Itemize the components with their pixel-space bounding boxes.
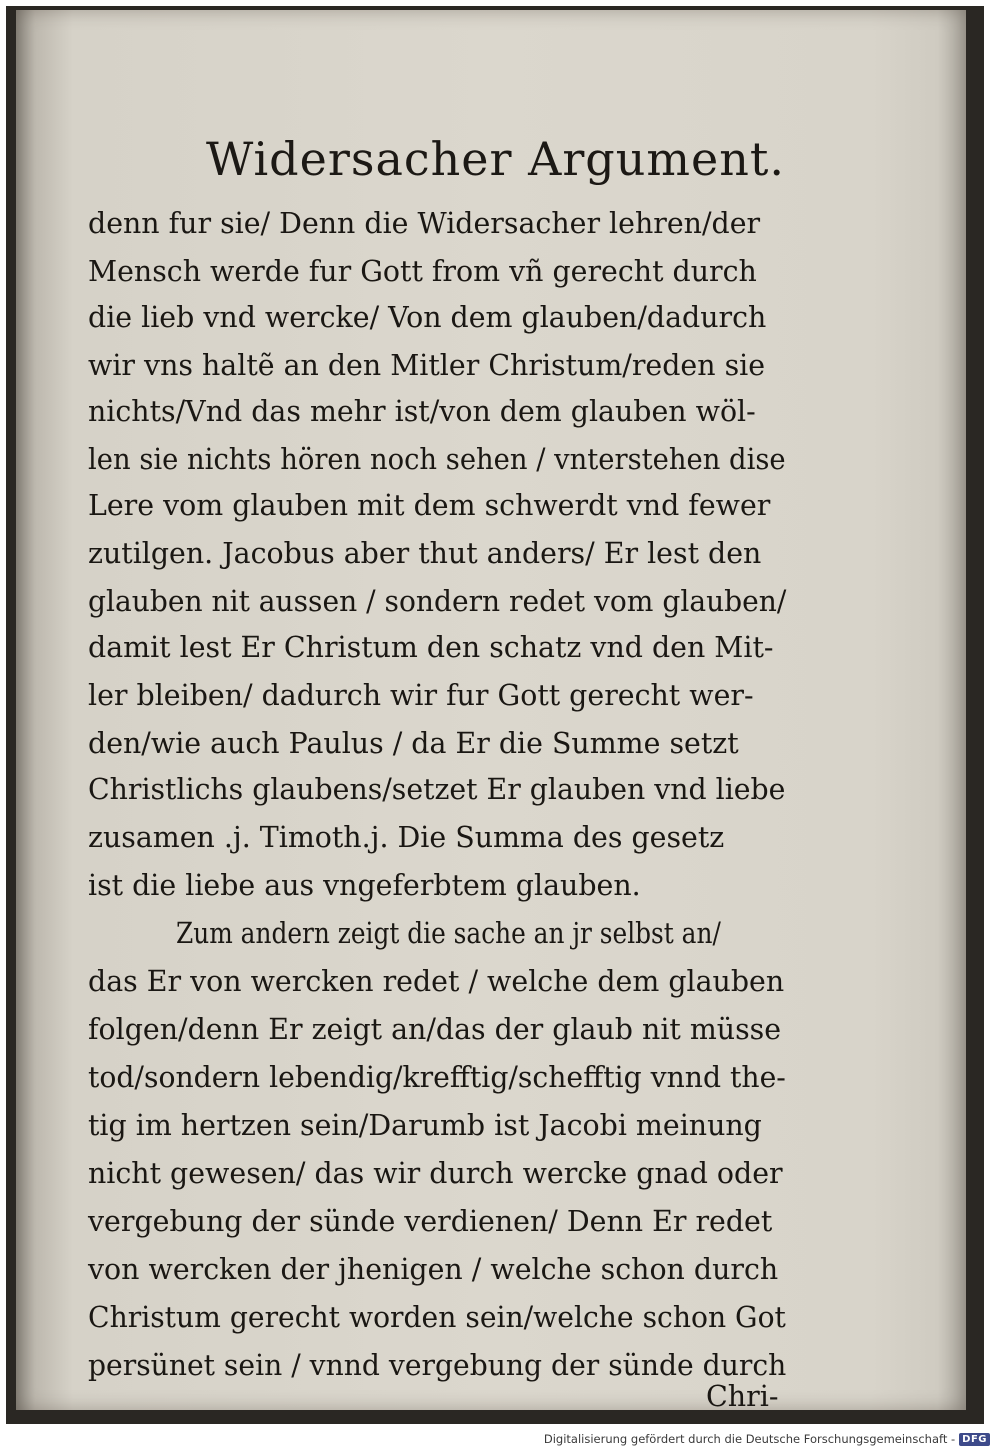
footer-text: Digitalisierung gefördert durch die Deutsche Forschungsgemeinschaft - [543, 1432, 956, 1446]
text-line: persünet sein / vnnd vergebung der sünde durch [88, 1349, 787, 1382]
text-line: Lere vom glauben mit dem schwerdt vnd fewer [88, 489, 771, 522]
dfg-logo-icon: DFG [959, 1433, 990, 1446]
text-line: nichts/Vnd das mehr ist/von dem glauben wöl- [88, 395, 756, 428]
text-line: Mensch werde fur Gott from vñ gerecht durch [88, 255, 757, 288]
text-line: folgen/denn Er zeigt an/das der glaub nit müsse [88, 1013, 782, 1046]
text-line: ler bleiben/ dadurch wir fur Gott gerecht wer- [88, 679, 754, 712]
text-line: wir vns haltẽ an den Mitler Christum/reden sie [88, 349, 766, 382]
text-line: zusamen .j. Timoth.j. Die Summa des gesetz [88, 821, 725, 854]
text-line: zutilgen. Jacobus aber thut anders/ Er lest den [88, 537, 762, 570]
text-line: damit lest Er Christum den schatz vnd den Mit- [88, 631, 774, 664]
text-line: Zum andern zeigt die sache an jr selbst an/ [176, 917, 721, 950]
text-line: nicht gewesen/ das wir durch wercke gnad oder [88, 1157, 783, 1190]
text-line: ist die liebe aus vngeferbtem glauben. [88, 869, 641, 902]
catchword: Chri- [706, 1380, 779, 1413]
text-line: denn fur sie/ Denn die Widersacher lehren/der [88, 207, 761, 240]
text-line: Christum gerecht worden sein/welche schon Got [88, 1301, 786, 1334]
page-scan [16, 10, 966, 1410]
text-line: die lieb vnd wercke/ Von dem glauben/dadurch [88, 301, 767, 334]
footer-credit [544, 1429, 990, 1449]
page-header: Widersacher Argument. [206, 132, 785, 186]
text-line: len sie nichts hören noch sehen / vnterstehen dise [88, 443, 786, 476]
text-line: vergebung der sünde verdienen/ Denn Er redet [88, 1205, 773, 1238]
text-line: tod/sondern lebendig/krefftig/schefftig vnnd the- [88, 1061, 786, 1094]
text-line: das Er von wercken redet / welche dem glauben [88, 965, 785, 998]
text-line: Christlichs glaubens/setzet Er glauben vnd liebe [88, 773, 786, 806]
text-line: glauben nit aussen / sondern redet vom glauben/ [88, 585, 787, 618]
text-line: den/wie auch Paulus / da Er die Summe setzt [88, 727, 739, 760]
text-line: tig im hertzen sein/Darumb ist Jacobi meinung [88, 1109, 762, 1142]
text-line: von wercken der jhenigen / welche schon durch [88, 1253, 779, 1286]
